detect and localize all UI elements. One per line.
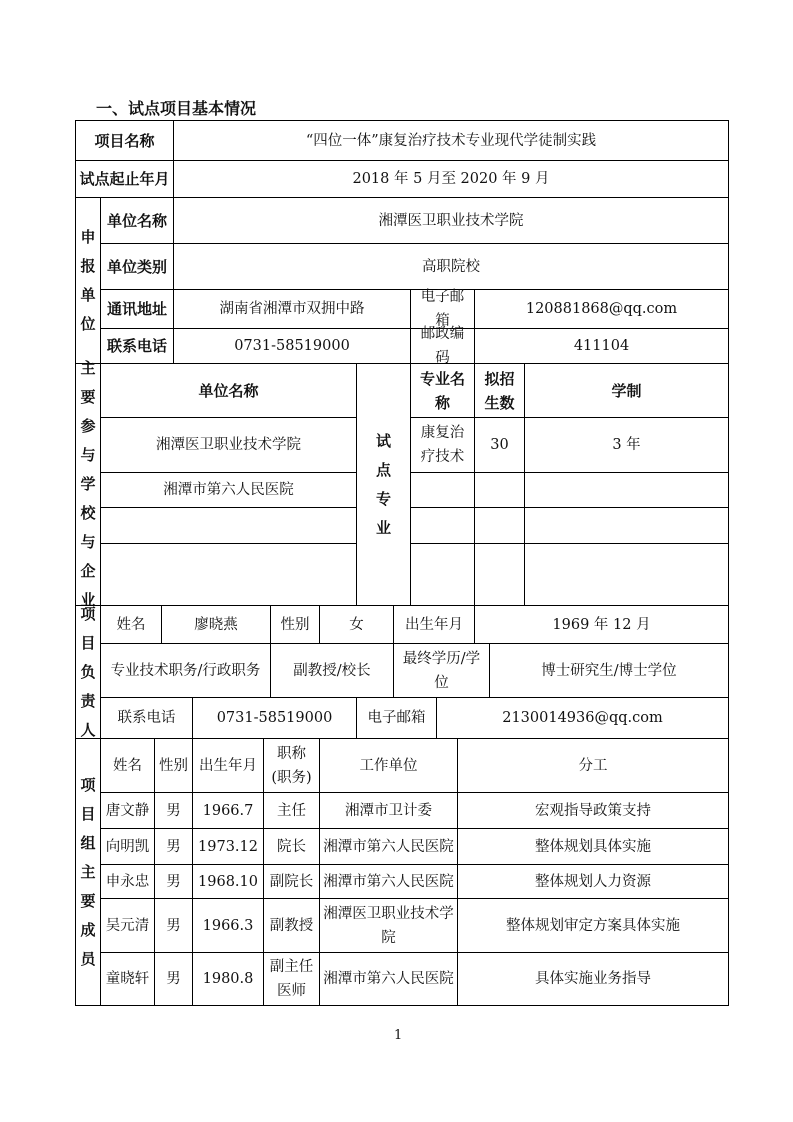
member-row-2-col-4: 湘潭市第六人民医院	[319, 864, 458, 899]
member-row-3-col-1: 男	[154, 898, 193, 953]
member-row-0-col-2: 1966.7	[192, 792, 264, 829]
member-row-3-col-4: 湘潭医卫职业技术学院	[319, 898, 458, 953]
members-header-3: 职称(职务)	[263, 738, 320, 793]
members-header-2: 出生年月	[192, 738, 264, 793]
member-row-1-col-4: 湘潭市第六人民医院	[319, 828, 458, 865]
leader-edu-label: 最终学历/学位	[393, 643, 490, 698]
participant-unit-2	[100, 507, 357, 544]
participants-section-label	[75, 359, 101, 609]
enroll-cell-2	[474, 507, 525, 544]
members-section-label	[75, 738, 101, 1006]
applicant-section-label-text: 申报单位	[80, 227, 96, 333]
member-row-2-col-5: 整体规划人力资源	[457, 864, 729, 899]
members-header-5: 分工	[457, 738, 729, 793]
member-row-2-col-3: 副院长	[263, 864, 320, 899]
leader-title-label: 专业技术职务/行政职务	[100, 643, 271, 698]
member-row-4-col-2: 1980.8	[192, 952, 264, 1006]
system-cell-0: 3 年	[524, 417, 729, 473]
unit-name-value: 湘潭医卫职业技术学院	[173, 197, 729, 244]
phone-value: 0731-58519000	[173, 328, 411, 364]
member-row-4-col-3: 副主任医师	[263, 952, 320, 1006]
member-row-4-col-4: 湘潭市第六人民医院	[319, 952, 458, 1006]
project-name-value: “四位一体”康复治疗技术专业现代学徒制实践	[173, 120, 729, 161]
leader-phone-value: 0731-58519000	[192, 697, 357, 739]
member-row-2-col-0: 申永忠	[100, 864, 155, 899]
member-row-0-col-4: 湘潭市卫计委	[319, 792, 458, 829]
page-number: 1	[394, 1028, 403, 1043]
system-cell-2	[524, 507, 729, 544]
leader-title-value: 副教授/校长	[270, 643, 394, 698]
member-row-1-col-2: 1973.12	[192, 828, 264, 865]
email-label: 电子邮箱	[410, 289, 475, 329]
leader-email-value: 2130014936@qq.com	[436, 697, 729, 739]
participant-unit-header: 单位名称	[100, 363, 357, 418]
leader-edu-value: 博士研究生/博士学位	[489, 643, 729, 698]
pilot-major-label	[356, 363, 411, 606]
member-row-1-col-5: 整体规划具体实施	[457, 828, 729, 865]
unit-type-value: 高职院校	[173, 243, 729, 290]
address-value: 湖南省湘潭市双拥中路	[173, 289, 411, 329]
member-row-4-col-1: 男	[154, 952, 193, 1006]
members-header-4: 工作单位	[319, 738, 458, 793]
system-cell-1	[524, 472, 729, 508]
period-value: 2018 年 5 月至 2020 年 9 月	[173, 160, 729, 198]
participant-unit-0: 湘潭医卫职业技术学院	[100, 417, 357, 473]
enroll-cell-1	[474, 472, 525, 508]
member-row-3-col-3: 副教授	[263, 898, 320, 953]
members-header-0: 姓名	[100, 738, 155, 793]
member-row-1-col-0: 向明凯	[100, 828, 155, 865]
member-row-1-col-1: 男	[154, 828, 193, 865]
participants-section-label-text: 主要参与学校与企业	[80, 359, 96, 609]
leader-section-label-text: 项目负责人	[80, 604, 96, 739]
leader-email-label: 电子邮箱	[356, 697, 437, 739]
project-name-label: 项目名称	[75, 120, 174, 161]
members-section-label-text: 项目组主要成员	[80, 775, 96, 968]
address-label: 通讯地址	[100, 289, 174, 329]
major-cell-0: 康复治疗技术	[410, 417, 475, 473]
system-header: 学制	[524, 363, 729, 418]
leader-gender-value: 女	[319, 605, 394, 644]
postcode-label: 邮政编码	[410, 328, 475, 364]
enroll-header: 拟招生数	[474, 363, 525, 418]
leader-name-label: 姓名	[100, 605, 162, 644]
enroll-cell-3	[474, 543, 525, 606]
enroll-cell-0: 30	[474, 417, 525, 473]
member-row-3-col-5: 整体规划审定方案具体实施	[457, 898, 729, 953]
members-header-1: 性别	[154, 738, 193, 793]
major-cell-3	[410, 543, 475, 606]
member-row-0-col-1: 男	[154, 792, 193, 829]
period-label: 试点起止年月	[75, 160, 174, 198]
member-row-4-col-0: 童晓轩	[100, 952, 155, 1006]
unit-name-label: 单位名称	[100, 197, 174, 244]
system-cell-3	[524, 543, 729, 606]
major-cell-1	[410, 472, 475, 508]
postcode-value: 411104	[474, 328, 729, 364]
member-row-0-col-5: 宏观指导政策支持	[457, 792, 729, 829]
pilot-major-label-text: 试点专业	[375, 431, 391, 537]
leader-section-label	[75, 605, 101, 739]
section-heading: 一、试点项目基本情况	[96, 99, 257, 118]
leader-name-value: 廖晓燕	[161, 605, 271, 644]
applicant-section-label	[75, 197, 101, 364]
member-row-3-col-0: 吴元清	[100, 898, 155, 953]
member-row-0-col-0: 唐文静	[100, 792, 155, 829]
leader-gender-label: 性别	[270, 605, 320, 644]
phone-label: 联系电话	[100, 328, 174, 364]
unit-type-label: 单位类别	[100, 243, 174, 290]
member-row-1-col-3: 院长	[263, 828, 320, 865]
email-value: 120881868@qq.com	[474, 289, 729, 329]
participant-unit-3	[100, 543, 357, 606]
major-cell-2	[410, 507, 475, 544]
participant-unit-1: 湘潭市第六人民医院	[100, 472, 357, 508]
major-header: 专业名称	[410, 363, 475, 418]
leader-phone-label: 联系电话	[100, 697, 193, 739]
member-row-2-col-2: 1968.10	[192, 864, 264, 899]
member-row-0-col-3: 主任	[263, 792, 320, 829]
member-row-3-col-2: 1966.3	[192, 898, 264, 953]
leader-birth-label: 出生年月	[393, 605, 475, 644]
member-row-2-col-1: 男	[154, 864, 193, 899]
member-row-4-col-5: 具体实施业务指导	[457, 952, 729, 1006]
leader-birth-value: 1969 年 12 月	[474, 605, 729, 644]
